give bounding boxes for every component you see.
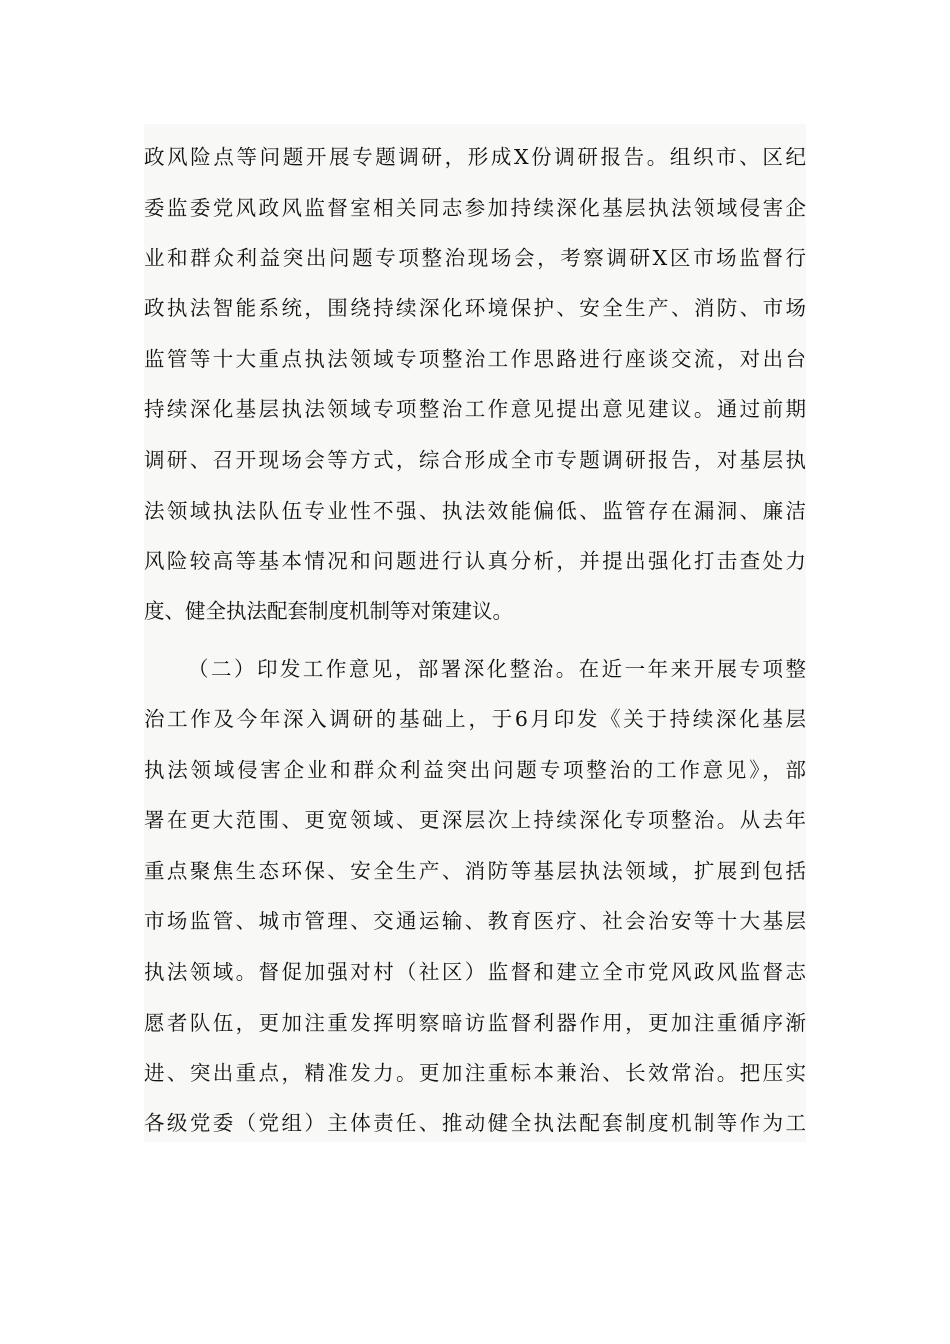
text-line: 治工作及今年深入调研的基础上，于6月印发《关于持续深化基层 <box>144 707 806 731</box>
text-line: 委监委党风政风监督室相关同志参加持续深化基层执法领域侵害企 <box>144 196 806 220</box>
text-line: 进、突出重点，精准发力。更加注重标本兼治、长效常治。把压实 <box>144 1061 806 1085</box>
text-line: 署在更大范围、更宽领域、更深层次上持续深化专项整治。从去年 <box>144 808 806 832</box>
text-line: 监管等十大重点执法领域专项整治工作思路进行座谈交流，对出台 <box>144 347 806 371</box>
text-line: 风险较高等基本情况和问题进行认真分析，并提出强化打击查处力 <box>144 549 806 573</box>
text-line: 持续深化基层执法领域专项整治工作意见提出意见建议。通过前期 <box>144 397 806 421</box>
text-line: 愿者队伍，更加注重发挥明察暗访监督利器作用，更加注重循序渐 <box>144 1011 806 1035</box>
text-line: 法领域执法队伍专业性不强、执法效能偏低、监管存在漏洞、廉洁 <box>144 499 806 523</box>
text-line: 执法领域。督促加强对村（社区）监督和建立全市党风政风监督志 <box>144 960 806 984</box>
text-line: 政执法智能系统，围绕持续深化环境保护、安全生产、消防、市场 <box>144 296 806 320</box>
text-line: 调研、召开现场会等方式，综合形成全市专题调研报告，对基层执 <box>144 448 806 472</box>
text-line: 各级党委（党组）主体责任、推动健全执法配套制度机制等作为工 <box>144 1111 806 1135</box>
text-line: 业和群众利益突出问题专项整治现场会，考察调研X区市场监督行 <box>144 246 806 270</box>
text-line: （二）印发工作意见，部署深化整治。在近一年来开展专项整 <box>188 657 806 681</box>
text-line: 政风险点等问题开展专题调研，形成X份调研报告。组织市、区纪 <box>144 145 806 169</box>
text-line: 重点聚焦生态环保、安全生产、消防等基层执法领域，扩展到包括 <box>144 859 806 883</box>
text-line: 市场监管、城市管理、交通运输、教育医疗、社会治安等十大基层 <box>144 909 806 933</box>
text-line: 度、健全执法配套制度机制等对策建议。 <box>144 599 513 623</box>
text-line: 执法领域侵害企业和群众利益突出问题专项整治的工作意见》，部 <box>144 758 806 782</box>
document-body <box>144 124 806 1142</box>
